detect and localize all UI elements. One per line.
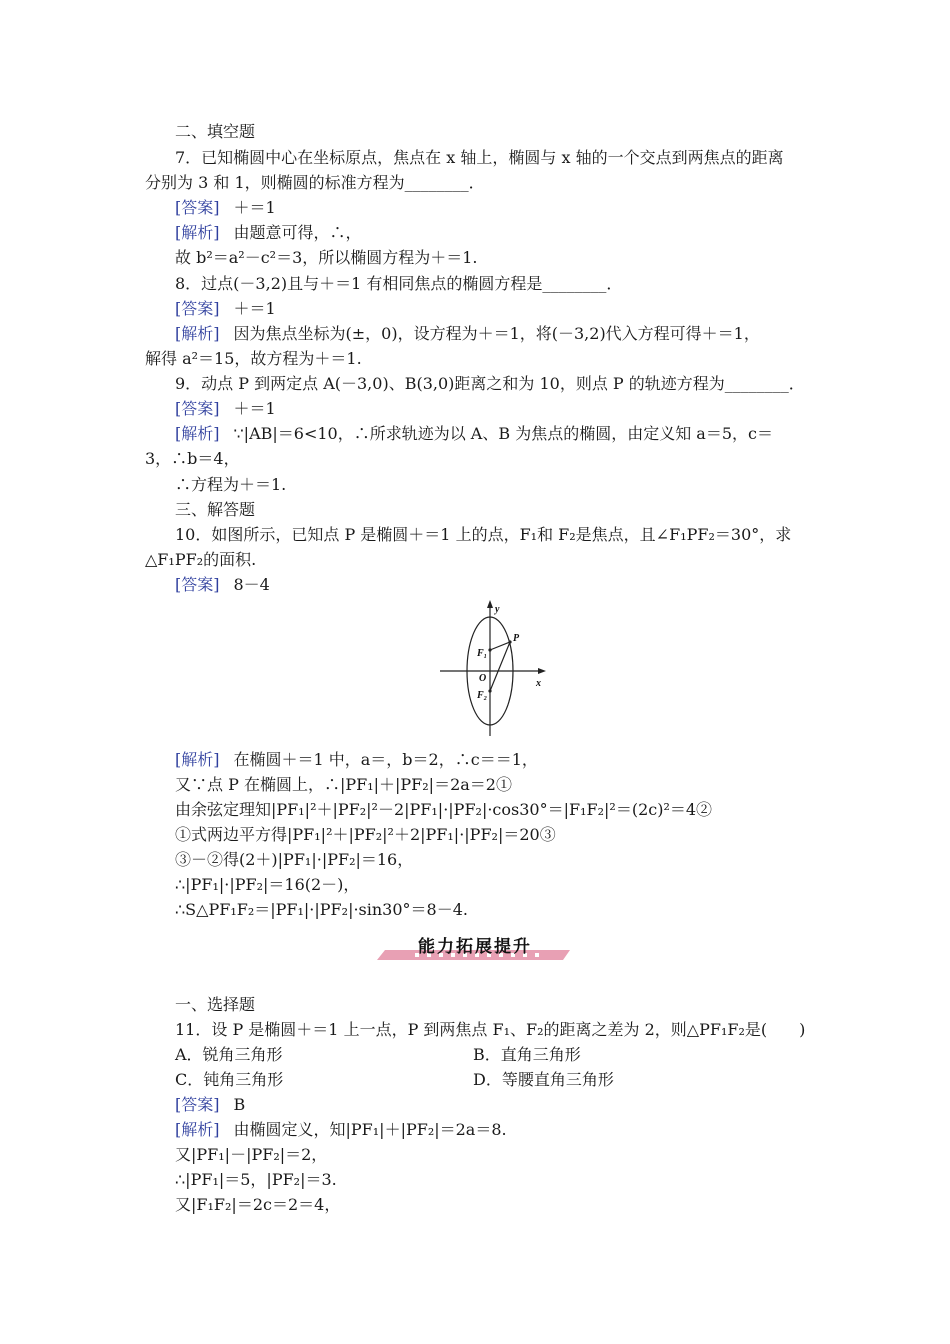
q9-analysis-line2: 3，∴b＝4， bbox=[145, 449, 240, 468]
q7-answer-row bbox=[175, 198, 276, 218]
analysis-tag: [解析] bbox=[175, 1120, 220, 1139]
analysis-tag: [解析] bbox=[175, 324, 220, 343]
q11-answer: B bbox=[233, 1095, 246, 1114]
q11-option-c: C．钝角三角形 bbox=[175, 1070, 284, 1089]
q11-step2: ∴|PF₁|＝5，|PF₂|＝3. bbox=[175, 1170, 337, 1189]
q10-step4: ③－②得(2＋)|PF₁|·|PF₂|＝16， bbox=[175, 850, 414, 869]
label-f2: F₂ bbox=[477, 690, 488, 701]
q7-analysis: 由题意可得，∴， bbox=[233, 223, 362, 242]
section-heading-choice: 一、选择题 bbox=[175, 995, 256, 1014]
q10-step2: 由余弦定理知|PF₁|²＋|PF₂|²－2|PF₁|·|PF₂|·cos30°＝|F₁F₂|²＝(2c)²＝4② bbox=[175, 800, 713, 819]
label-f1: F₁ bbox=[477, 648, 488, 659]
q11-option-b: B．直角三角形 bbox=[473, 1045, 581, 1064]
section-heading-answer: 三、解答题 bbox=[175, 500, 256, 519]
label-y: y bbox=[495, 604, 500, 615]
q10-answer: 8－4 bbox=[233, 575, 270, 594]
q10-line2: △F₁PF₂的面积. bbox=[145, 550, 257, 569]
f2-point bbox=[488, 689, 491, 692]
q10-step3: ①式两边平方得|PF₁|²＋|PF₂|²＋2|PF₁|·|PF₂|＝20③ bbox=[175, 825, 556, 844]
q11-step3: 又|F₁F₂|＝2c＝2＝4， bbox=[175, 1195, 341, 1214]
label-o: O bbox=[479, 673, 487, 684]
q11-analysis-row bbox=[175, 1120, 507, 1140]
y-axis-arrow bbox=[487, 600, 493, 608]
q9-line1: 9．动点 P 到两定点 A(－3,0)、B(3,0)距离之和为 10，则点 P 的轨迹方程为________． bbox=[175, 374, 805, 393]
q11-step1: 又|PF₁|－|PF₂|＝2， bbox=[175, 1145, 328, 1164]
q8-analysis-line2: 解得 a²＝15，故方程为＋＝1. bbox=[145, 349, 362, 368]
q10-step5: ∴|PF₁|·|PF₂|＝16(2－)， bbox=[175, 875, 360, 894]
q10-step1: 又∵点 P 在椭圆上，∴|PF₁|＋|PF₂|＝2a＝2① bbox=[175, 775, 512, 794]
answer-tag: [答案] bbox=[175, 1095, 220, 1114]
q11-option-a: A．锐角三角形 bbox=[175, 1045, 283, 1064]
answer-tag: [答案] bbox=[175, 575, 220, 594]
analysis-tag: [解析] bbox=[175, 424, 220, 443]
analysis-tag: [解析] bbox=[175, 223, 220, 242]
analysis-tag: [解析] bbox=[175, 750, 220, 769]
answer-tag: [答案] bbox=[175, 299, 220, 318]
q7-line2: 分别为 3 和 1，则椭圆的标准方程为________． bbox=[145, 173, 485, 192]
q10-answer-row bbox=[175, 575, 270, 595]
ellipse-figure bbox=[430, 598, 550, 743]
q10-analysis: 在椭圆＋＝1 中，a＝，b＝2，∴c＝＝1， bbox=[233, 750, 538, 769]
q8-answer-row bbox=[175, 299, 276, 319]
label-x: x bbox=[536, 678, 541, 689]
q7-analysis-line2: 故 b²＝a²－c²＝3，所以椭圆方程为＋＝1. bbox=[175, 248, 478, 267]
q11-answer-row bbox=[175, 1095, 245, 1115]
q11-line1: 11．设 P 是椭圆＋＝1 上一点，P 到两焦点 F₁、F₂的距离之差为 2，则△PF₁F₂是( ) bbox=[175, 1020, 806, 1039]
answer-tag: [答案] bbox=[175, 399, 220, 418]
q8-analysis: 因为焦点坐标为(±，0)，设方程为＋＝1，将(－3,2)代入方程可得＋＝1， bbox=[233, 324, 760, 343]
q9-answer-row bbox=[175, 399, 276, 419]
q8-analysis-row bbox=[175, 324, 760, 344]
label-p: P bbox=[513, 633, 520, 644]
section-banner bbox=[375, 930, 575, 962]
q9-analysis-line3: ∴方程为＋＝1. bbox=[175, 475, 287, 494]
q10-step6: ∴S△PF₁F₂＝|PF₁|·|PF₂|·sin30°＝8－4. bbox=[175, 900, 468, 919]
q10-analysis-row bbox=[175, 750, 538, 770]
answer-tag: [答案] bbox=[175, 198, 220, 217]
q8-line1: 8．过点(－3,2)且与＋＝1 有相同焦点的椭圆方程是________． bbox=[175, 274, 623, 293]
q9-answer: ＋＝1 bbox=[233, 399, 276, 418]
q10-line1: 10．如图所示，已知点 P 是椭圆＋＝1 上的点，F₁和 F₂是焦点，且∠F₁PF₂＝30°，求 bbox=[175, 525, 792, 544]
section-heading-fill-blank: 二、填空题 bbox=[175, 122, 256, 141]
q11-option-d: D．等腰直角三角形 bbox=[473, 1070, 614, 1089]
q9-analysis: ∵|AB|＝6<10，∴所求轨迹为以 A、B 为焦点的椭圆，由定义知 a＝5，c＝ bbox=[233, 424, 773, 443]
f1-point bbox=[488, 648, 491, 651]
q7-analysis-row bbox=[175, 223, 362, 243]
q8-answer: ＋＝1 bbox=[233, 299, 276, 318]
q11-analysis: 由椭圆定义，知|PF₁|＋|PF₂|＝2a＝8. bbox=[233, 1120, 507, 1139]
q9-analysis-row bbox=[175, 424, 773, 444]
q7-answer: ＋＝1 bbox=[233, 198, 276, 217]
q7-line1: 7．已知椭圆中心在坐标原点，焦点在 x 轴上，椭圆与 x 轴的一个交点到两焦点的距离 bbox=[175, 148, 784, 167]
p-point bbox=[508, 640, 511, 643]
banner-title: 能力拓展提升 bbox=[418, 937, 532, 957]
x-axis-arrow bbox=[538, 668, 546, 674]
